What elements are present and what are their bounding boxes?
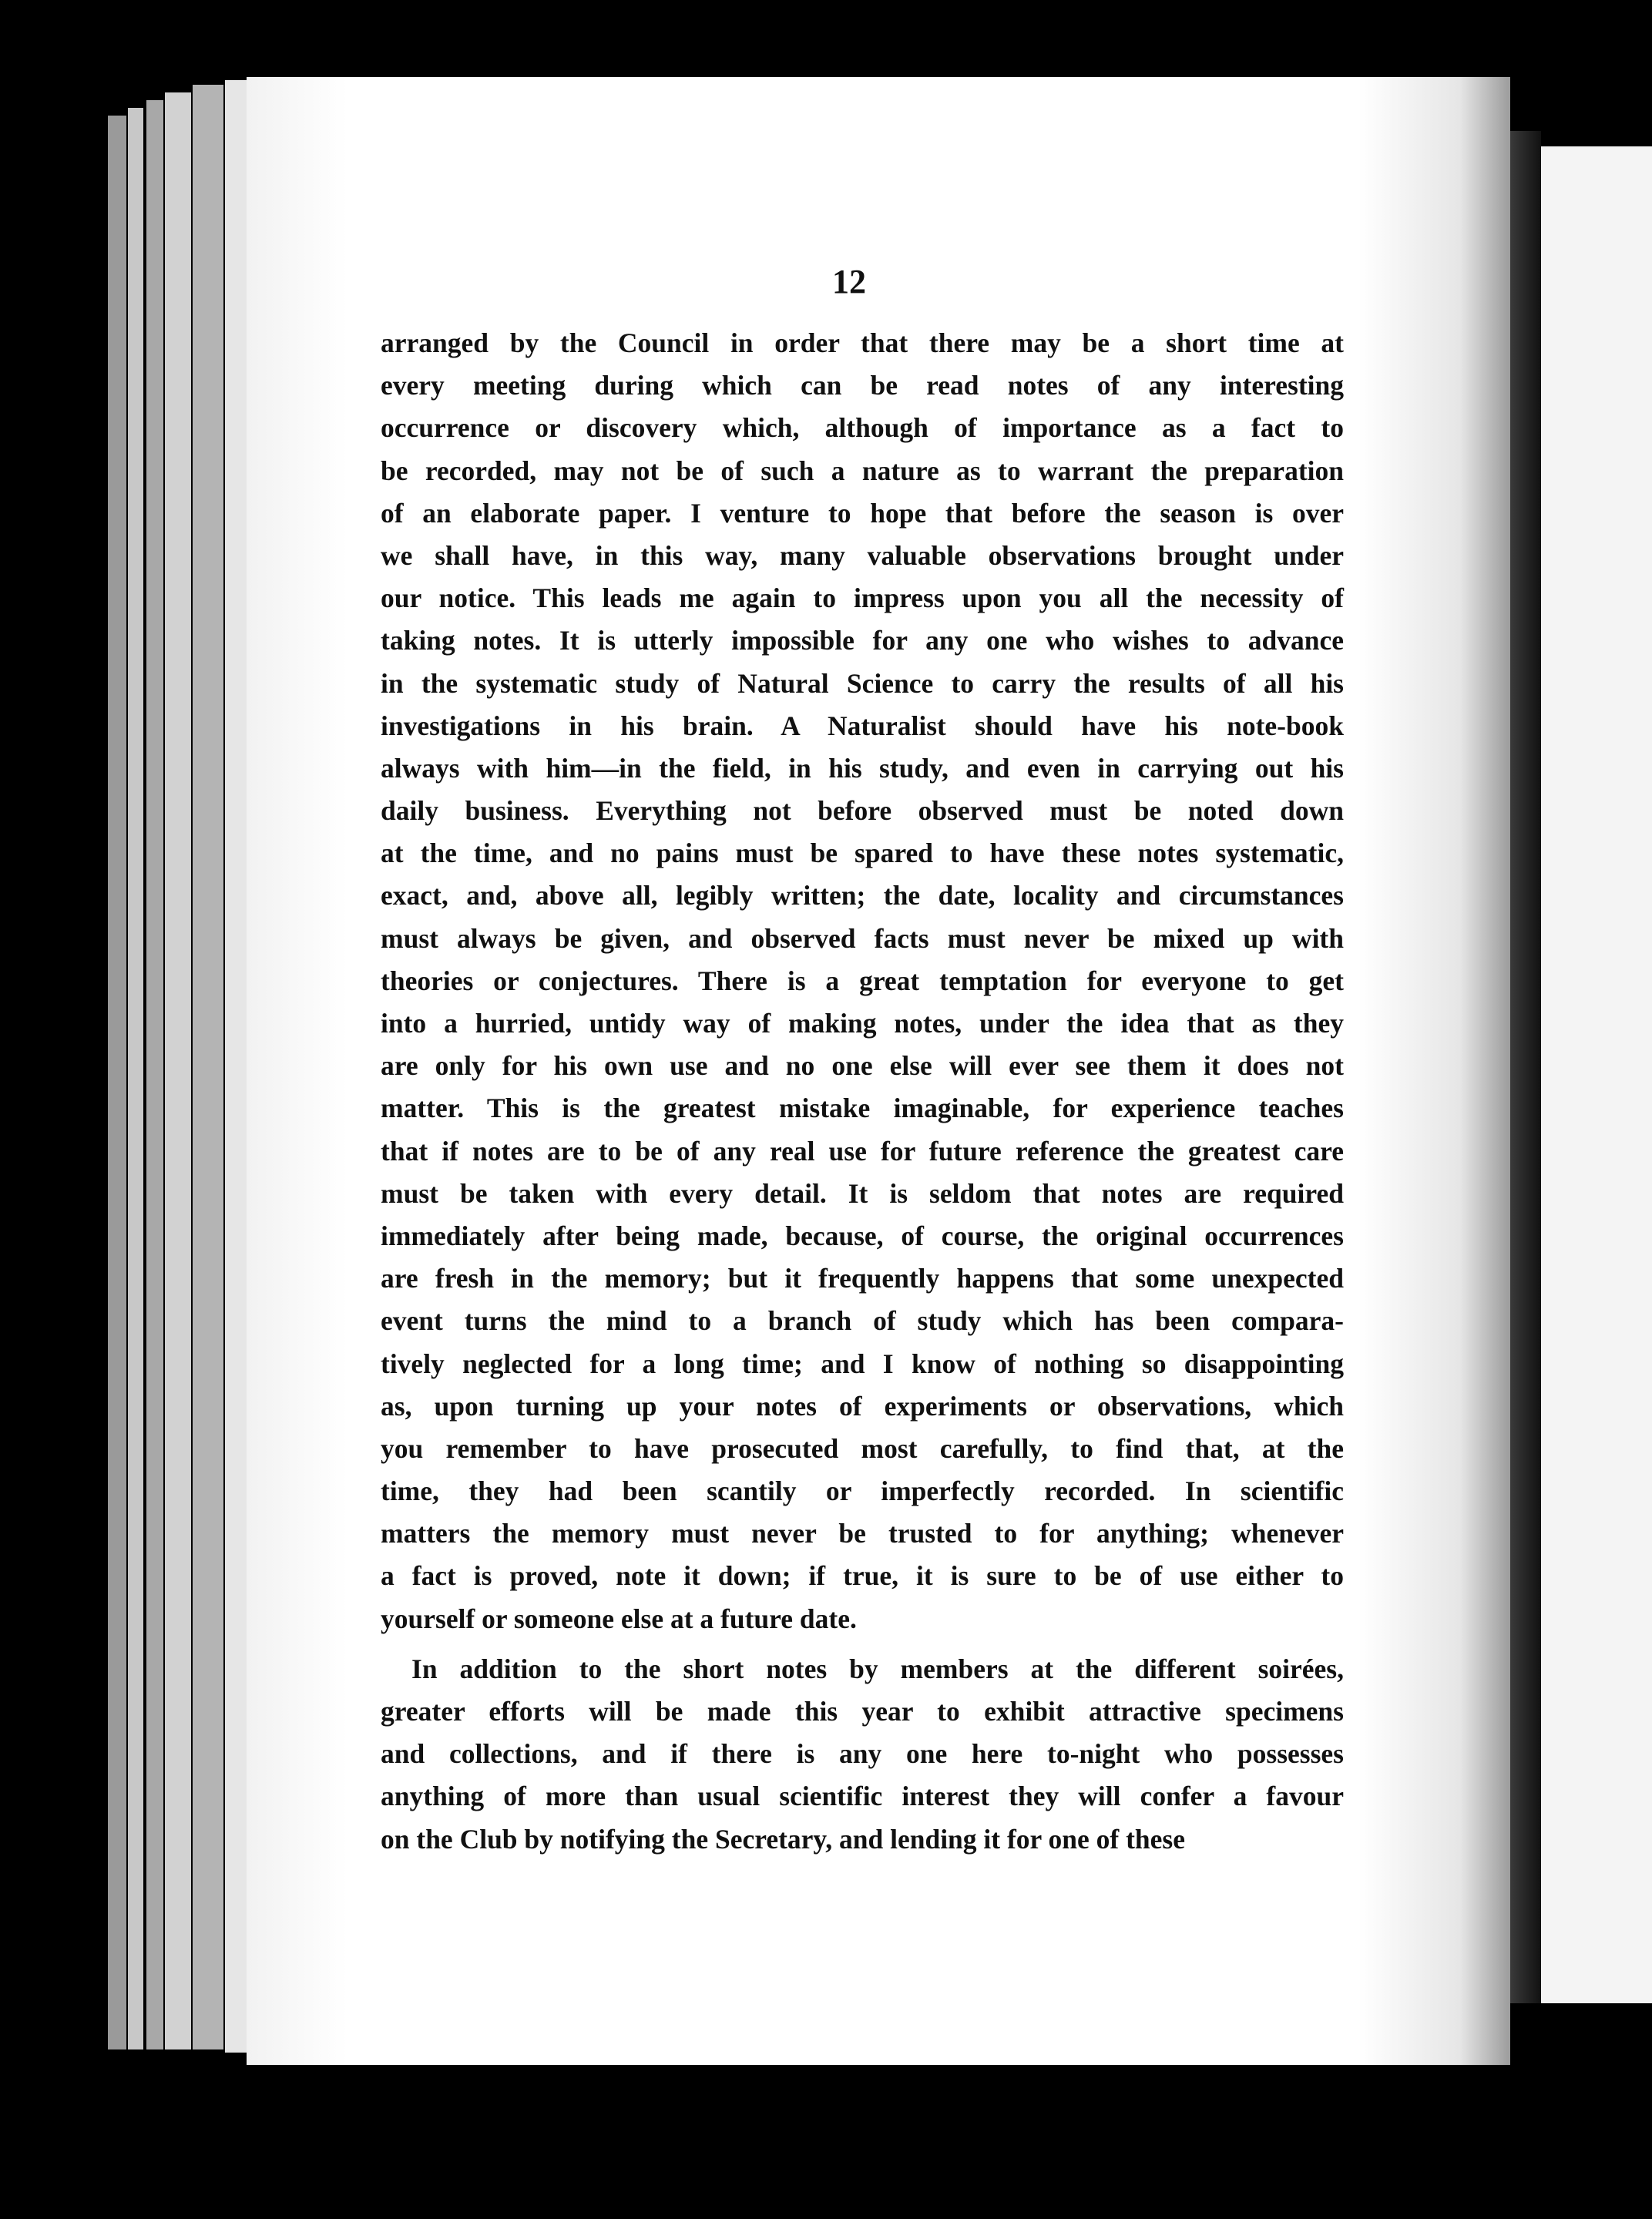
page-edge [225, 80, 247, 2053]
text-line: at the time, and no pains must be spared to have these notes systematic, [381, 838, 1344, 869]
text-line: taking notes. It is utterly impossible for any one who wishes to advance [381, 625, 1344, 656]
page-edge [108, 116, 126, 2049]
text-line: be recorded, may not be of such a nature as to warrant the preparation [381, 455, 1344, 486]
text-line: matters the memory must never be trusted to for anything; whenever [381, 1518, 1344, 1549]
text-line: must always be given, and observed facts must never be mixed up with [381, 922, 1344, 954]
text-line: in the systematic study of Natural Science to carry the results of all his [381, 667, 1344, 699]
paragraph-gap [381, 1640, 1344, 1648]
text-line: greater efforts will be made this year to exhibit attractive specimens [381, 1696, 1344, 1727]
text-line: matter. This is the greatest mistake imaginable, for experience teaches [381, 1093, 1344, 1124]
text-line: yourself or someone else at a future date. [381, 1603, 857, 1634]
text-line: must be taken with every detail. It is seldom that notes are required [381, 1177, 1344, 1209]
text-line: daily business. Everything not before observed must be noted down [381, 795, 1344, 827]
text-line: on the Club by notifying the Secretary, and lending it for one of these [381, 1823, 1186, 1855]
text-line: investigations in his brain. A Naturalist should have his note-book [381, 710, 1344, 741]
text-line: you remember to have prosecuted most carefully, to find that, at the [381, 1432, 1344, 1464]
page-edge [193, 85, 223, 2049]
text-line: occurrence or discovery which, although of importance as a fact to [381, 412, 1344, 444]
text-line: always with him—in the field, in his study, and even in carrying out his [381, 752, 1344, 784]
paragraph [381, 322, 1344, 1640]
text-line: into a hurried, untidy way of making notes, under the idea that as they [381, 1008, 1344, 1039]
facing-page-edge [1541, 146, 1652, 2003]
page-number: 12 [832, 263, 866, 300]
text-line: a fact is proved, note it down; if true, it is sure to be of use either to [381, 1560, 1344, 1592]
page-edge [128, 108, 143, 2049]
text-line: and collections, and if there is any one here to-night who possesses [381, 1738, 1344, 1770]
body-text [381, 322, 1344, 1861]
text-line: In addition to the short notes by members at the different soirées, [411, 1653, 1344, 1684]
book-spine [1510, 131, 1541, 2003]
page-edge [146, 100, 163, 2049]
text-line: are fresh in the memory; but it frequently happens that some unexpected [381, 1263, 1344, 1294]
text-line: we shall have, in this way, many valuable observations brought under [381, 539, 1344, 571]
text-line: immediately after being made, because, of course, the original occurrences [381, 1220, 1344, 1251]
text-line: anything of more than usual scientific interest they will confer a favour [381, 1781, 1344, 1812]
text-line: theories or conjectures. There is a great temptation for everyone to get [381, 965, 1344, 996]
page-edge [165, 92, 191, 2049]
text-line: event turns the mind to a branch of study which has been compara- [381, 1305, 1344, 1337]
text-line: as, upon turning up your notes of experiments or observations, which [381, 1390, 1344, 1422]
text-line: every meeting during which can be read notes of any interesting [381, 370, 1344, 401]
text-line: exact, and, above all, legibly written; the date, locality and circumstances [381, 880, 1344, 911]
text-line: that if notes are to be of any real use for future reference the greatest care [381, 1135, 1344, 1167]
text-line: tively neglected for a long time; and I know of nothing so disappointing [381, 1348, 1344, 1379]
text-line: are only for his own use and no one else will ever see them it does not [381, 1050, 1344, 1082]
paragraph [381, 1648, 1344, 1861]
text-line: time, they had been scantily or imperfectly recorded. In scientific [381, 1475, 1344, 1507]
text-line: of an elaborate paper. I venture to hope that before the season is over [381, 497, 1344, 529]
text-line: arranged by the Council in order that there may be a short time at [381, 327, 1344, 358]
text-line: our notice. This leads me again to impress upon you all the necessity of [381, 582, 1344, 614]
